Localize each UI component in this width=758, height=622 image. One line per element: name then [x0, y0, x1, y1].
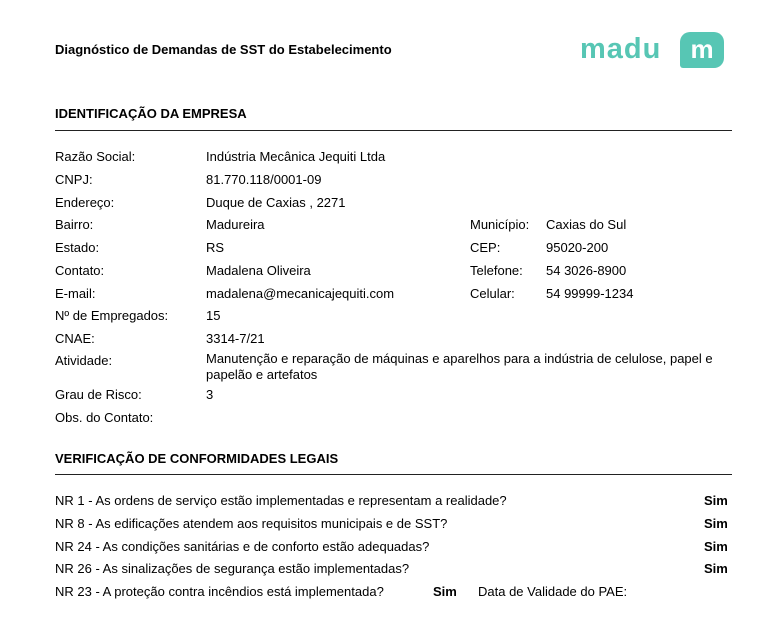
value-celular: 54 99999-1234 [546, 286, 634, 301]
label-bairro: Bairro: [55, 217, 94, 232]
section-title-compliance: VERIFICAÇÃO DE CONFORMIDADES LEGAIS [55, 451, 339, 466]
label-contato: Contato: [55, 263, 105, 278]
value-estado: RS [206, 240, 225, 255]
value-municipio: Caxias do Sul [546, 217, 627, 232]
label-celular: Celular: [470, 286, 515, 301]
label-municipio: Município: [470, 217, 530, 232]
value-grau-risco: 3 [206, 387, 214, 402]
logo-badge-icon: m [680, 32, 724, 68]
value-email: madalena@mecanicajequiti.com [206, 286, 395, 301]
answer-nr26: Sim [704, 561, 728, 576]
question-nr26: NR 26 - As sinalizações de segurança estão implementadas? [55, 561, 410, 576]
answer-nr8: Sim [704, 516, 728, 531]
label-empregados: Nº de Empregados: [55, 308, 169, 323]
value-bairro: Madureira [206, 217, 265, 232]
answer-nr24: Sim [704, 539, 728, 554]
logo-wordmark: madu [580, 33, 662, 65]
value-empregados: 15 [206, 308, 221, 323]
question-nr24: NR 24 - As condições sanitárias e de conforto estão adequadas? [55, 539, 430, 554]
document-title: Diagnóstico de Demandas de SST do Estabelecimento [55, 42, 392, 57]
answer-nr1: Sim [704, 493, 728, 508]
section-divider [55, 130, 732, 131]
label-razao-social: Razão Social: [55, 149, 136, 164]
question-nr8: NR 8 - As edificações atendem aos requisitos municipais e de SST? [55, 516, 448, 531]
value-razao-social: Indústria Mecânica Jequiti Ltda [206, 149, 386, 164]
answer-nr23: Sim [433, 584, 457, 599]
label-cnae: CNAE: [55, 331, 95, 346]
value-cep: 95020-200 [546, 240, 609, 255]
value-atividade: Manutenção e reparação de máquinas e aparelhos para a indústria de celulose, papel e papelão e artefatos [206, 351, 713, 382]
section-divider [55, 474, 732, 475]
label-cnpj: CNPJ: [55, 172, 93, 187]
question-nr23: NR 23 - A proteção contra incêndios está implementada? [55, 584, 384, 599]
label-grau-risco: Grau de Risco: [55, 387, 142, 402]
question-nr1: NR 1 - As ordens de serviço estão implementadas e representam a realidade? [55, 493, 507, 508]
madu-logo [580, 30, 726, 72]
label-estado: Estado: [55, 240, 100, 255]
label-endereco: Endereço: [55, 195, 115, 210]
label-email: E-mail: [55, 286, 96, 301]
value-cnpj: 81.770.118/0001-09 [206, 172, 322, 187]
value-endereco: Duque de Caxias , 2271 [206, 195, 346, 210]
label-atividade: Atividade: [55, 353, 113, 368]
label-pae-validity: Data de Validade do PAE: [478, 584, 628, 599]
label-telefone: Telefone: [470, 263, 523, 278]
value-contato: Madalena Oliveira [206, 263, 311, 278]
label-obs-contato: Obs. do Contato: [55, 410, 154, 425]
section-title-company: IDENTIFICAÇÃO DA EMPRESA [55, 106, 247, 121]
value-telefone: 54 3026-8900 [546, 263, 627, 278]
label-cep: CEP: [470, 240, 501, 255]
value-cnae: 3314-7/21 [206, 331, 265, 346]
